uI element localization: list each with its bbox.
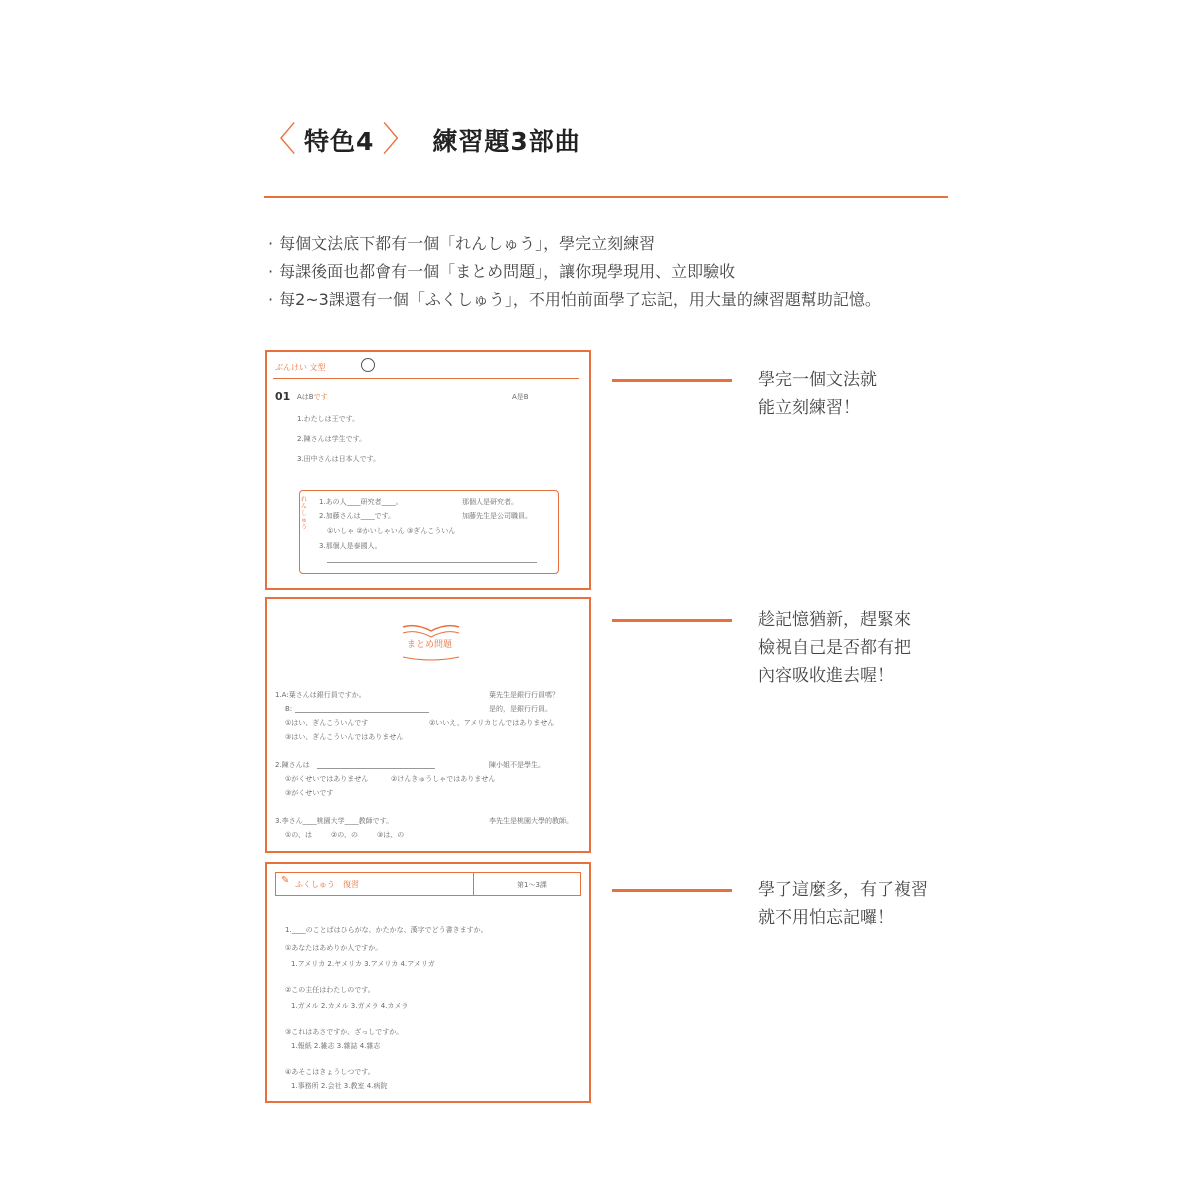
sample1-meaning: A是B: [512, 393, 529, 401]
bracket-close: 〉: [382, 120, 417, 160]
sample1-header-line: [273, 378, 579, 379]
feature-bullets: [268, 230, 881, 314]
title-divider: [264, 196, 948, 198]
bullet-item: · 每2~3課還有一個「ふくしゅう」，不用怕前面學了忘記，用大量的練習題幫助記憶。: [268, 290, 881, 309]
sample1-number: 01: [275, 390, 291, 403]
pencil-icon: ✎: [281, 875, 290, 886]
section-title: [262, 118, 581, 162]
connector-line: [612, 619, 732, 622]
caption-matome: 趁記憶猶新，趕緊來 檢視自己是否都有把 內容吸收進去喔！: [758, 610, 911, 686]
matome-title: まとめ問題: [407, 640, 453, 650]
bracket-open: 〈: [262, 120, 296, 160]
fukushuu-range: 第1～3課: [517, 881, 547, 889]
caption-renshuu: 學完一個文法就 能立刻練習！: [758, 370, 877, 418]
connector-line: [612, 379, 732, 382]
sample-page-renshuu: ぶんけい 文型 01 AはBです A是B 1.わたしは王です。 2.陳さんは学生です。 3.田中さんは日本人です。 れんしゅう 1.あの人____研究者____。 那個人是研究者。 2.加藤さんは____です。 加藤先生是公司職員。 ①いしゃ ②かいしゃいん ③ぎんこういん 3.那個人是泰國人。: [265, 350, 591, 590]
section-heading: 練習題3部曲: [432, 127, 581, 156]
bullet-item: · 每個文法底下都有一個「れんしゅう」，學完立刻練習: [268, 234, 656, 253]
caption-fukushuu: 學了這麼多，有了複習 就不用怕忘記囉！: [758, 880, 928, 928]
sample-page-matome: まとめ問題 1.A:葉さんは銀行員ですか。 葉先生是銀行行員嗎？ B: 是的，是銀行行員。 ①はい、ぎんこういんです ②いいえ、アメリカじんではありません ③はい、ぎんこういんではありません 2.陳さんは 陳小姐不是學生。 ①がくせいではありません ②けんきゅうしゃではありません ③がくせいです 3.李さん____桃園大学____教師です。 李先生是桃園大學的教師。 ①の、は ②の、の ③は、の: [265, 597, 591, 853]
speaker-icon: [361, 358, 375, 372]
connector-line: [612, 889, 732, 892]
fukushuu-title: ふくしゅう 復習: [295, 880, 359, 889]
sample1-tag: ぶんけい 文型: [275, 363, 326, 372]
sample-page-fukushuu: ✎ ふくしゅう 復習 第1～3課 1.____のことばはひらがな、かたかな、漢字でどう書きますか。 ①あなたはあめりか人ですか。 1.アメリカ 2.ヤメリカ 3.アメリカ 4.アメリガ ②この主任はわたしのです。 1.ガメル 2.カメル 3.ガメラ 4.カメラ ③これはあさですか、ざっしですか。 1.報紙 2.雑志 3.雜誌 4.雜志 ④あそこはきょうしつです。 1.事務所 2.会社 3.教室 4.病院: [265, 862, 591, 1103]
feature-label: 特色4: [304, 127, 375, 156]
bullet-item: · 每課後面也都會有一個「まとめ問題」，讓你現學現用、立即驗收: [268, 262, 736, 281]
practice-side-label: れんしゅう: [301, 496, 308, 531]
